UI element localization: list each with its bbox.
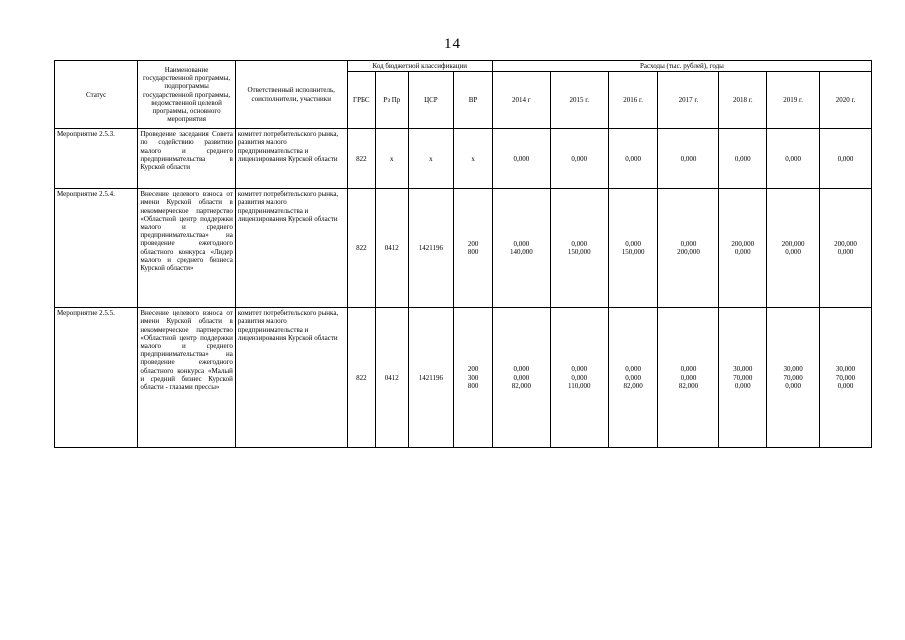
row-2016: 0,000 150,000 xyxy=(608,189,658,308)
row-responsible: комитет потребительского рынка, развития малого предпринимательства и лицензирования Курской области xyxy=(235,189,347,308)
row-csr: 1421196 xyxy=(408,189,454,308)
row-2016: 0,000 xyxy=(608,129,658,189)
row-2018: 200,000 0,000 xyxy=(719,189,767,308)
table-row xyxy=(55,189,872,308)
row-vr: 200 800 xyxy=(454,189,493,308)
row-status: Мероприятие 2.5.4. xyxy=(55,189,138,308)
row-name: Внесение целевого взноса от имени Курской области в некоммерческое партнерство «Областной центр поддержки малого и среднего предпринимательства» на проведение ежегодного областного конкурса «Лидер малого и среднего бизнеса Курской области» xyxy=(138,189,236,308)
row-responsible: комитет потребительского рынка, развития малого предпринимательства и лицензирования Курской области xyxy=(235,129,347,189)
header-rzpr: Рз Пр xyxy=(376,72,409,129)
header-csr: ЦСР xyxy=(408,72,454,129)
table-row xyxy=(55,308,872,448)
row-2019: 0,000 xyxy=(767,129,820,189)
row-2020: 200,000 0,000 xyxy=(820,189,872,308)
table-row xyxy=(55,129,872,189)
row-name: Внесение целевого взноса от имени Курской области в некоммерческое партнерство «Областной центр поддержки малого и среднего предпринимательства» на проведение ежегодного областного конкурса «Малый и средний бизнес Курской области - глазами прессы» xyxy=(138,308,236,448)
row-responsible: комитет потребительского рынка, развития малого предпринимательства и лицензирования Курской области xyxy=(235,308,347,448)
header-year-2017: 2017 г. xyxy=(658,72,719,129)
header-year-2020: 2020 г. xyxy=(820,72,872,129)
page-number: 14 xyxy=(444,36,461,52)
row-2017: 0,000 200,000 xyxy=(658,189,719,308)
row-rzpr: х xyxy=(376,129,409,189)
row-vr: 200 300 800 xyxy=(454,308,493,448)
header-year-2018: 2018 г. xyxy=(719,72,767,129)
row-status: Мероприятие 2.5.5. xyxy=(55,308,138,448)
row-grbs: 822 xyxy=(347,308,375,448)
header-row-1 xyxy=(55,61,872,72)
row-2016: 0,000 0,000 82,000 xyxy=(608,308,658,448)
row-2020: 0,000 xyxy=(820,129,872,189)
row-name: Проведение заседания Совета по содействию развитию малого и среднего предпринимательства в Курской области xyxy=(138,129,236,189)
header-grbs: ГРБС xyxy=(347,72,375,129)
header-year-2014: 2014 г xyxy=(492,72,550,129)
row-2014: 0,000 0,000 82,000 xyxy=(492,308,550,448)
row-2020: 30,000 70,000 0,000 xyxy=(820,308,872,448)
header-year-2015: 2015 г. xyxy=(550,72,608,129)
header-name: Наименование государственной программы, подпрограммы государственной программы, ведомственной целевой программы, основного мероприятия xyxy=(138,61,236,129)
header-status: Статус xyxy=(55,61,138,129)
row-2019: 30,000 70,000 0,000 xyxy=(767,308,820,448)
budget-table xyxy=(54,60,872,448)
header-kbk-group: Код бюджетной классификации xyxy=(347,61,492,72)
row-2018: 0,000 xyxy=(719,129,767,189)
header-expenses-group: Расходы (тыс. рублей), годы xyxy=(492,61,871,72)
row-2017: 0,000 0,000 82,000 xyxy=(658,308,719,448)
row-vr: х xyxy=(454,129,493,189)
header-vr: ВР xyxy=(454,72,493,129)
header-responsible: Ответственный исполнитель, соисполнители, участники xyxy=(235,61,347,129)
row-2017: 0,000 xyxy=(658,129,719,189)
row-rzpr: 0412 xyxy=(376,308,409,448)
row-2015: 0,000 0,000 110,000 xyxy=(550,308,608,448)
row-2015: 0,000 150,000 xyxy=(550,189,608,308)
row-csr: 1421196 xyxy=(408,308,454,448)
row-2018: 30,000 70,000 0,000 xyxy=(719,308,767,448)
row-status: Мероприятие 2.5.3. xyxy=(55,129,138,189)
row-2014: 0,000 xyxy=(492,129,550,189)
row-2014: 0,000 140,000 xyxy=(492,189,550,308)
row-grbs: 822 xyxy=(347,129,375,189)
row-2015: 0,000 xyxy=(550,129,608,189)
header-year-2016: 2016 г. xyxy=(608,72,658,129)
row-csr: х xyxy=(408,129,454,189)
row-2019: 200,000 0,000 xyxy=(767,189,820,308)
row-rzpr: 0412 xyxy=(376,189,409,308)
header-year-2019: 2019 г. xyxy=(767,72,820,129)
row-grbs: 822 xyxy=(347,189,375,308)
